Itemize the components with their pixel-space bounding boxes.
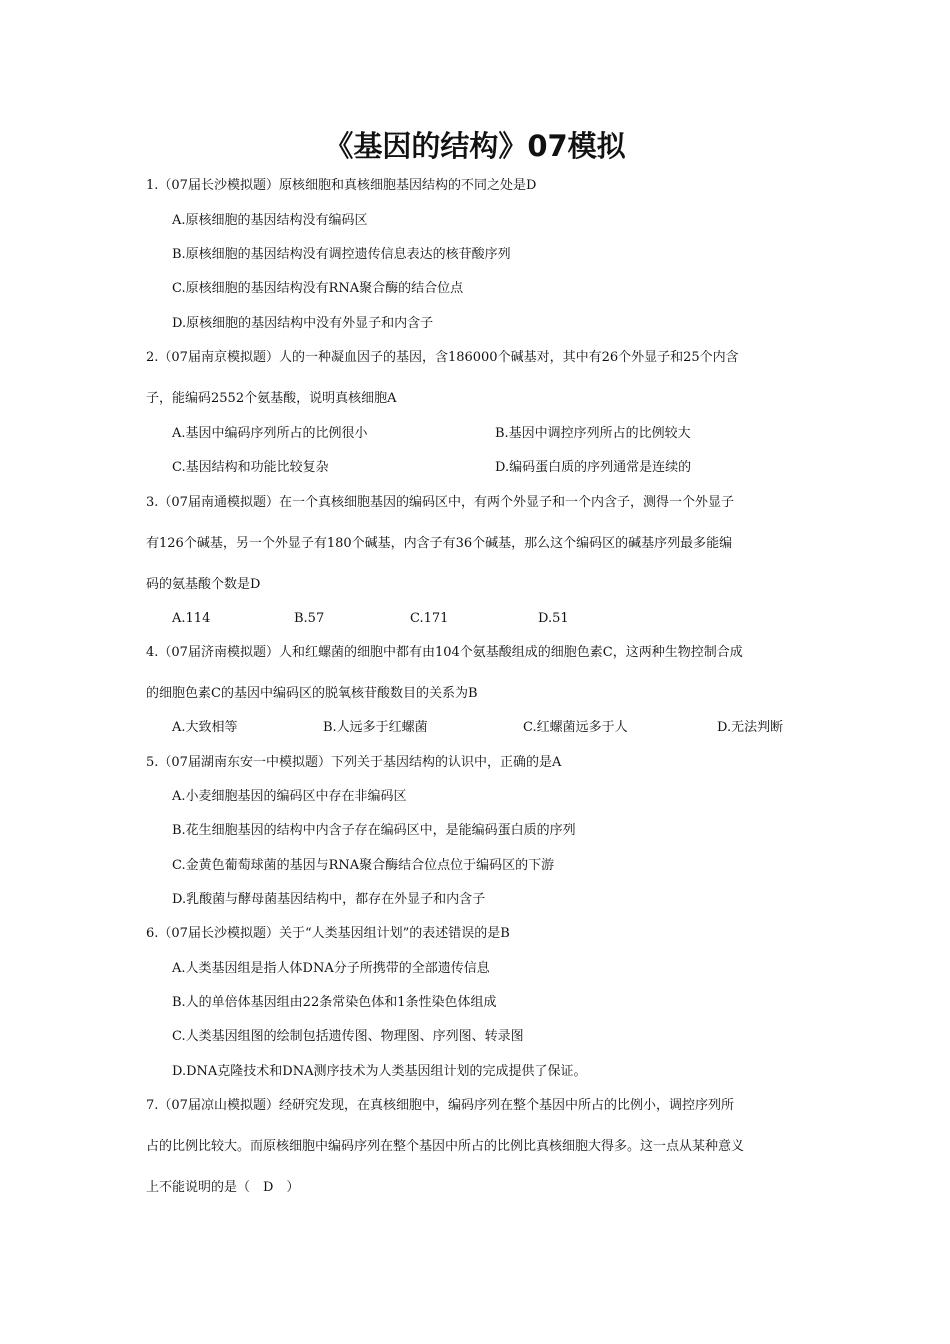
page-title: 《基因的结构》07模拟 [324,129,626,163]
question-5-option-d: D.乳酸菌与酵母菌基因结构中，都存在外显子和内含子 [172,892,486,907]
question-6-option-b: B.人的单倍体基因组由22条常染色体和1条性染色体组成 [172,995,497,1010]
question-1-option-b: B.原核细胞的基因结构没有调控遗传信息表达的核苷酸序列 [172,247,511,262]
question-4-stem-line-1: 4.（07届济南模拟题）人和红螺菌的细胞中都有由104个氨基酸组成的细胞色素C，这两种生物控制合成 [146,645,743,660]
question-7-stem-line-2: 占的比例比较大。而原核细胞中编码序列在整个基因中所占的比例比真核细胞大得多。这一点从某种意义 [146,1139,745,1154]
question-6-option-d: D.DNA克隆技术和DNA测序技术为人类基因组计划的完成提供了保证。 [172,1064,587,1079]
question-6-stem: 6.（07届长沙模拟题）关于“人类基因组计划”的表述错误的是B [146,926,510,941]
question-4-option-c: C.红螺菌远多于人 [523,720,628,735]
question-4-option-d: D.无法判断 [717,720,784,735]
question-1-option-c: C.原核细胞的基因结构没有RNA聚合酶的结合位点 [172,281,464,296]
question-7-stem-line-1: 7.（07届凉山模拟题）经研究发现，在真核细胞中，编码序列在整个基因中所占的比例小，调控序列所 [146,1098,734,1113]
question-5-option-c: C.金黄色葡萄球菌的基因与RNA聚合酶结合位点位于编码区的下游 [172,858,555,873]
question-6-option-c: C.人类基因组图的绘制包括遗传图、物理图、序列图、转录图 [172,1029,524,1044]
question-3-option-c: C.171 [410,611,449,626]
question-1-option-d: D.原核细胞的基因结构中没有外显子和内含子 [172,316,434,331]
question-5-option-b: B.花生细胞基因的结构中内含子存在编码区中，是能编码蛋白质的序列 [172,823,576,838]
question-5-option-a: A.小麦细胞基因的编码区中存在非编码区 [172,789,407,804]
question-3-option-a: A.114 [172,611,211,626]
question-3-option-b: B.57 [294,611,325,626]
question-2-option-d: D.编码蛋白质的序列通常是连续的 [495,460,692,475]
question-3-stem-line-1: 3.（07届南通模拟题）在一个真核细胞基因的编码区中，有两个外显子和一个内含子，测得一个外显子 [146,495,734,510]
question-7-stem-line-3: 上不能说明的是（ D ） [146,1180,300,1195]
question-2-option-a: A.基因中编码序列所占的比例很小 [172,426,368,441]
question-4-stem-line-2: 的细胞色素C的基因中编码区的脱氧核苷酸数目的关系为B [146,686,478,701]
question-2-option-b: B.基因中调控序列所占的比例较大 [495,426,691,441]
question-4-option-b: B.人远多于红螺菌 [323,720,428,735]
question-3-stem-line-2: 有126个碱基，另一个外显子有180个碱基，内含子有36个碱基，那么这个编码区的碱基序列最多能编 [146,536,733,551]
question-3-stem-line-3: 码的氨基酸个数是D [146,577,261,592]
question-6-option-a: A.人类基因组是指人体DNA分子所携带的全部遗传信息 [172,961,490,976]
question-2-option-c: C.基因结构和功能比较复杂 [172,460,329,475]
question-5-stem: 5.（07届湖南东安一中模拟题）下列关于基因结构的认识中，正确的是A [146,755,562,770]
question-2-stem-line-2: 子，能编码2552个氨基酸，说明真核细胞A [146,391,397,406]
question-4-option-a: A.大致相等 [172,720,238,735]
question-3-option-d: D.51 [538,611,569,626]
question-2-stem-line-1: 2.（07届南京模拟题）人的一种凝血因子的基因，含186000个碱基对，其中有26个外显子和25个内含 [146,350,739,365]
question-1-option-a: A.原核细胞的基因结构没有编码区 [172,213,368,228]
question-1-stem: 1.（07届长沙模拟题）原核细胞和真核细胞基因结构的不同之处是D [146,178,537,193]
